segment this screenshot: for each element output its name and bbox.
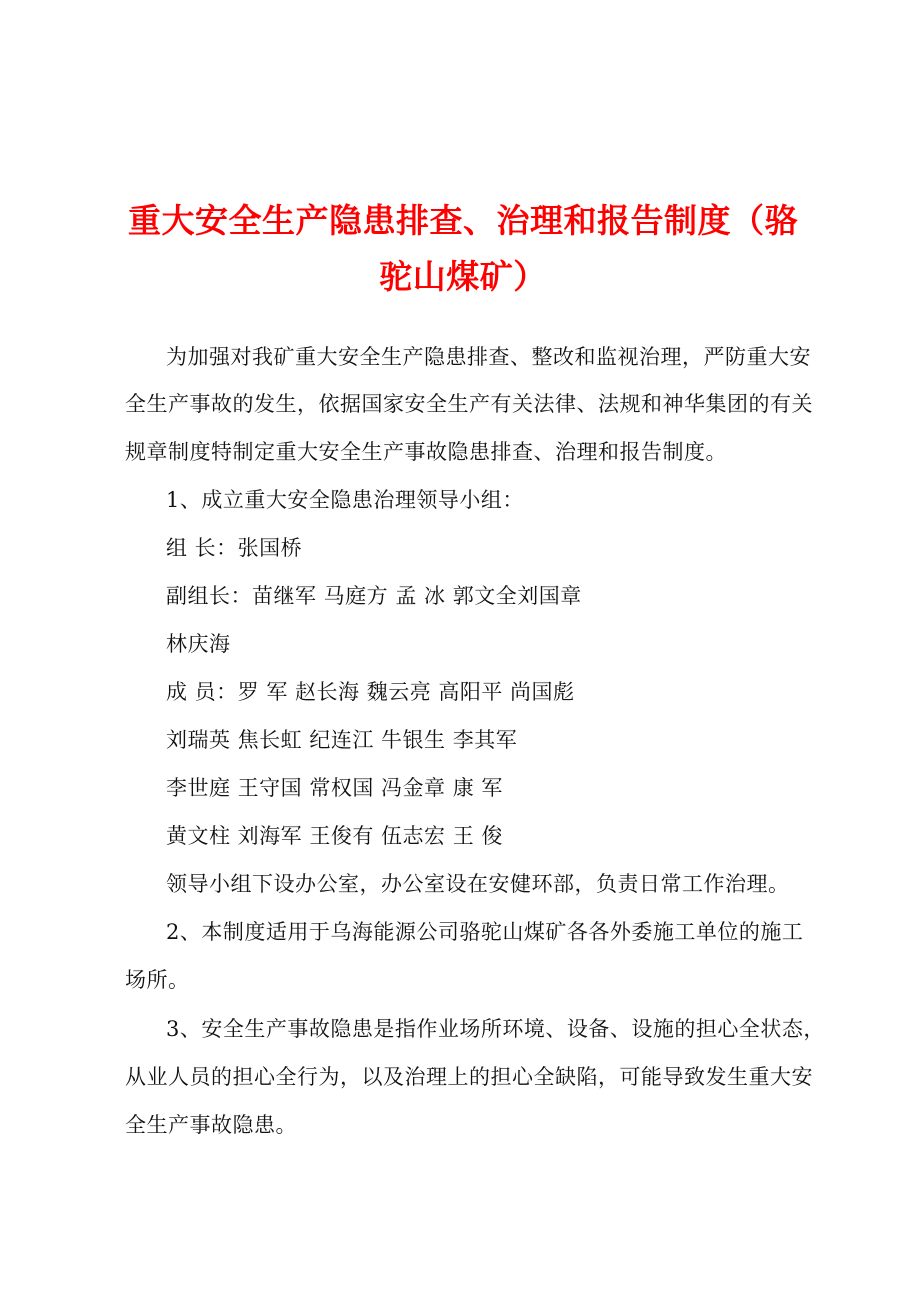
paragraph-1-line-2: 全生产事故的发生，依据国家安全生产有关法律、法规和神华集团的有关 bbox=[125, 392, 813, 416]
section-2-line-2: 场所。 bbox=[125, 968, 190, 992]
deputy-leader-continuation: 林庆海 bbox=[166, 632, 231, 656]
section-2-line-1: 2、本制度适用于乌海能源公司骆驼山煤矿各各外委施工单位的施工 bbox=[166, 920, 804, 944]
members-line-2: 刘瑞英 焦长虹 纪连江 牛银生 李其军 bbox=[166, 728, 518, 752]
members-line-1: 成 员：罗 军 赵长海 魏云亮 高阳平 尚国彪 bbox=[166, 680, 575, 704]
document-title bbox=[118, 193, 808, 305]
deputy-leader-line: 副组长：苗继军 马庭方 孟 冰 郭文全刘国章 bbox=[166, 584, 582, 608]
section-3-line-3: 全生产事故隐患。 bbox=[125, 1113, 297, 1137]
office-line: 领导小组下设办公室，办公室设在安健环部，负责日常工作治理。 bbox=[166, 872, 790, 896]
members-line-4: 黄文柱 刘海军 王俊有 伍志宏 王 俊 bbox=[166, 824, 503, 848]
paragraph-1-line-1: 为加强对我矿重大安全生产隐患排查、整改和监视治理，严防重大安 bbox=[166, 345, 811, 369]
section-3-line-2: 从业人员的担心全行为，以及治理上的担心全缺陷，可能导致发生重大安 bbox=[125, 1065, 813, 1089]
members-line-3: 李世庭 王守国 常权国 冯金章 康 军 bbox=[166, 776, 503, 800]
paragraph-1-line-3: 规章制度特制定重大安全生产事故隐患排查、治理和报告制度。 bbox=[125, 440, 727, 464]
title-line-2: 驼山煤矿） bbox=[379, 257, 547, 296]
section-3-line-1: 3、安全生产事故隐患是指作业场所环境、设备、设施的担心全状态， bbox=[166, 1017, 825, 1041]
section-1-heading: 1、成立重大安全隐患治理领导小组： bbox=[166, 488, 524, 512]
leader-line: 组 长：张国桥 bbox=[166, 536, 303, 560]
title-line-1: 重大安全生产隐患排查、治理和报告制度（骆 bbox=[128, 201, 798, 240]
